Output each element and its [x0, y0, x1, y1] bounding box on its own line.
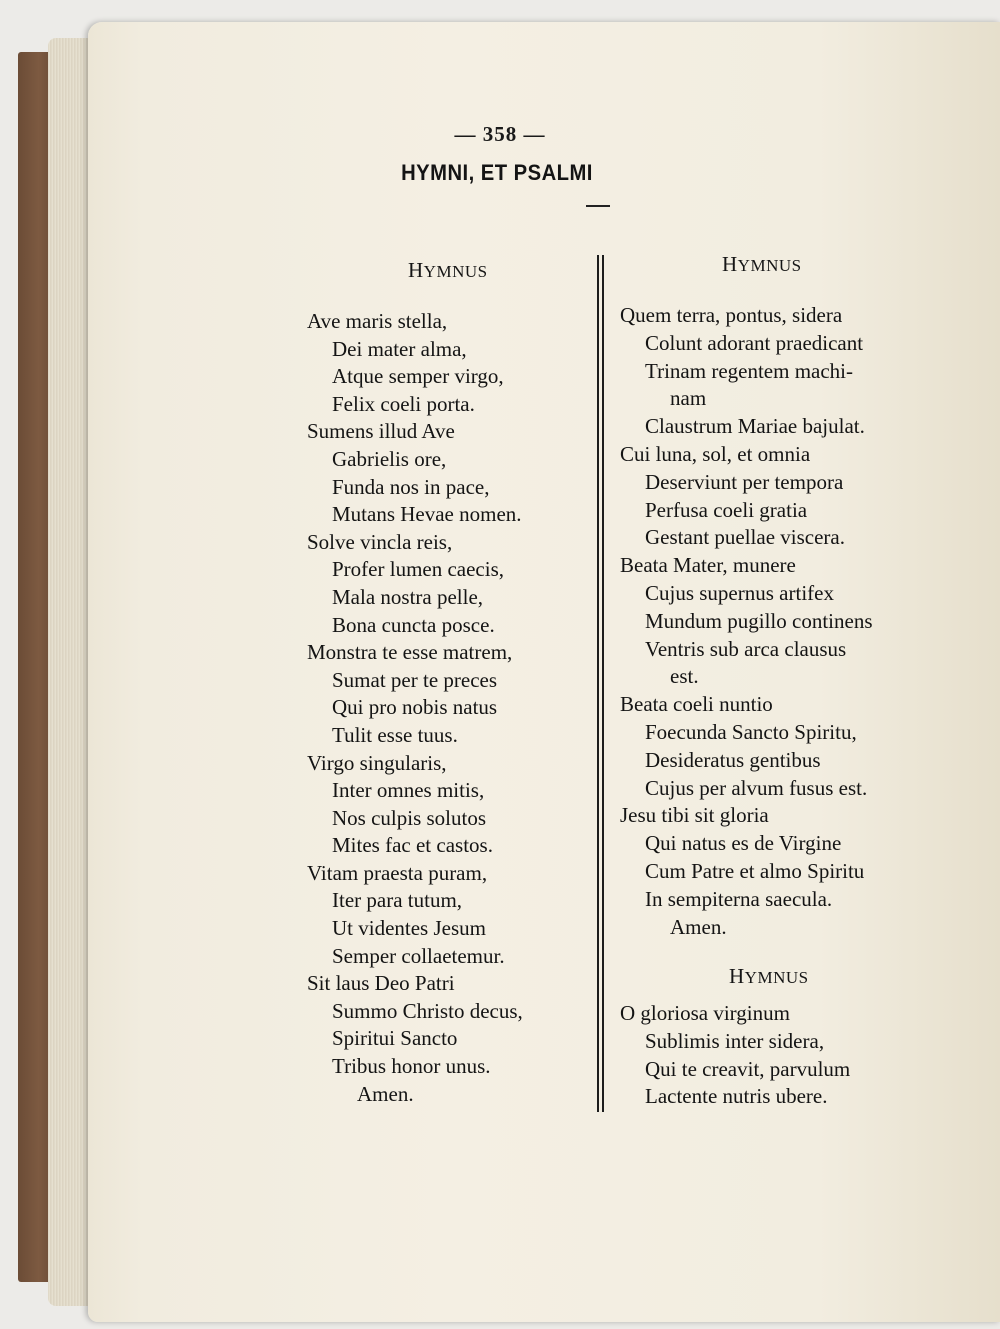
verse-line: Sumens illud Ave [307, 419, 455, 444]
verse-line: Mundum pugillo continens [645, 608, 873, 633]
verse-line: Gabrielis ore, [332, 446, 447, 471]
verse-line: Qui pro nobis natus [332, 695, 498, 720]
page-title: HYMNI, ET PSALMI [401, 160, 593, 185]
heading-rest: YMNUS [423, 262, 488, 281]
verse-line: nam [670, 386, 707, 411]
verse-line: Iter para tutum, [332, 888, 463, 913]
verse-line: Cujus per alvum fusus est. [645, 775, 868, 800]
column-divider-left-rule [597, 255, 599, 1112]
right-hymn-heading-1 [722, 252, 802, 277]
verse-line: Sit laus Deo Patri [307, 971, 455, 996]
verse-line: Mala nostra pelle, [332, 584, 484, 609]
verse-line: Monstra te esse matrem, [307, 640, 513, 665]
verse-line: Quem terra, pontus, sidera [620, 303, 843, 327]
verse-line: Lactente nutris ubere. [645, 1084, 828, 1109]
verse-line: O gloriosa virginum [620, 1001, 790, 1025]
verse-line: Qui natus es de Virgine [645, 831, 842, 856]
verse-line: Ut videntes Jesum [332, 916, 486, 941]
verse-line: Mutans Hevae nomen. [332, 502, 522, 527]
title-rule [586, 205, 610, 207]
verse-line: Cum Patre et almo Spiritu [645, 858, 865, 883]
verse-line: Colunt adorant praedicant [645, 330, 864, 355]
left-hymn-heading [408, 258, 488, 283]
verse-line: Funda nos in pace, [332, 474, 490, 499]
verse-line: Desideratus gentibus [645, 747, 821, 772]
verse-line: Beata coeli nuntio [620, 692, 773, 717]
verse-line: Deserviunt per tempora [645, 469, 844, 494]
verse-line: Mites fac et castos. [332, 833, 493, 858]
verse-line: Amen. [670, 914, 727, 939]
verse-line: Inter omnes mitis, [332, 778, 485, 803]
heading-rest: YMNUS [737, 256, 802, 275]
verse-line: Perfusa coeli gratia [645, 497, 808, 522]
verse-line: In sempiterna saecula. [645, 886, 833, 911]
heading-rest: YMNUS [744, 968, 809, 987]
page-number: — 358 — [454, 122, 546, 146]
heading-initial: H [729, 964, 745, 988]
verse-line: Ventris sub arca clausus [645, 636, 847, 661]
verse-line: Cujus supernus artifex [645, 580, 834, 605]
verse-line: Gestant puellae viscera. [645, 525, 845, 550]
verse-line: Sumat per te preces [332, 667, 498, 692]
right-hymn-verse-1 [620, 302, 873, 941]
verse-line: Profer lumen caecis, [332, 557, 505, 582]
verse-line: Nos culpis solutos [332, 805, 487, 830]
verse-line: Sublimis inter sidera, [645, 1028, 825, 1053]
verse-line: Dei mater alma, [332, 336, 467, 361]
heading-initial: H [408, 258, 424, 282]
right-hymn-heading-2 [729, 964, 809, 989]
verse-line: Tribus honor unus. [332, 1054, 491, 1079]
verse-line: Vitam praesta puram, [307, 860, 488, 885]
verse-line: Felix coeli porta. [332, 391, 475, 416]
verse-line: Atque semper virgo, [332, 364, 504, 389]
verse-line: Semper collaetemur. [332, 943, 505, 968]
verse-line: Cui luna, sol, et omnia [620, 441, 811, 466]
column-divider-right-rule [602, 255, 604, 1112]
verse-line: Claustrum Mariae bajulat. [645, 414, 865, 439]
verse-line: Beata Mater, munere [620, 553, 796, 578]
verse-line: Virgo singularis, [307, 750, 447, 775]
left-hymn-verse [307, 308, 523, 1108]
verse-line: Ave maris stella, [307, 309, 448, 333]
verse-line: Spiritui Sancto [332, 1026, 458, 1051]
verse-line: Jesu tibi sit gloria [620, 803, 769, 828]
verse-line: Bona cuncta posce. [332, 612, 495, 637]
heading-initial: H [722, 252, 738, 276]
verse-line: Tulit esse tuus. [332, 722, 458, 747]
verse-line: Solve vincla reis, [307, 529, 453, 554]
verse-line: Trinam regentem machi- [645, 358, 854, 383]
verse-line: Amen. [357, 1081, 414, 1106]
right-hymn-verse-2 [620, 1000, 850, 1111]
verse-line: Qui te creavit, parvulum [645, 1056, 851, 1081]
verse-line: Foecunda Sancto Spiritu, [645, 719, 857, 744]
verse-line: est. [670, 664, 699, 689]
verse-line: Summo Christo decus, [332, 998, 523, 1023]
